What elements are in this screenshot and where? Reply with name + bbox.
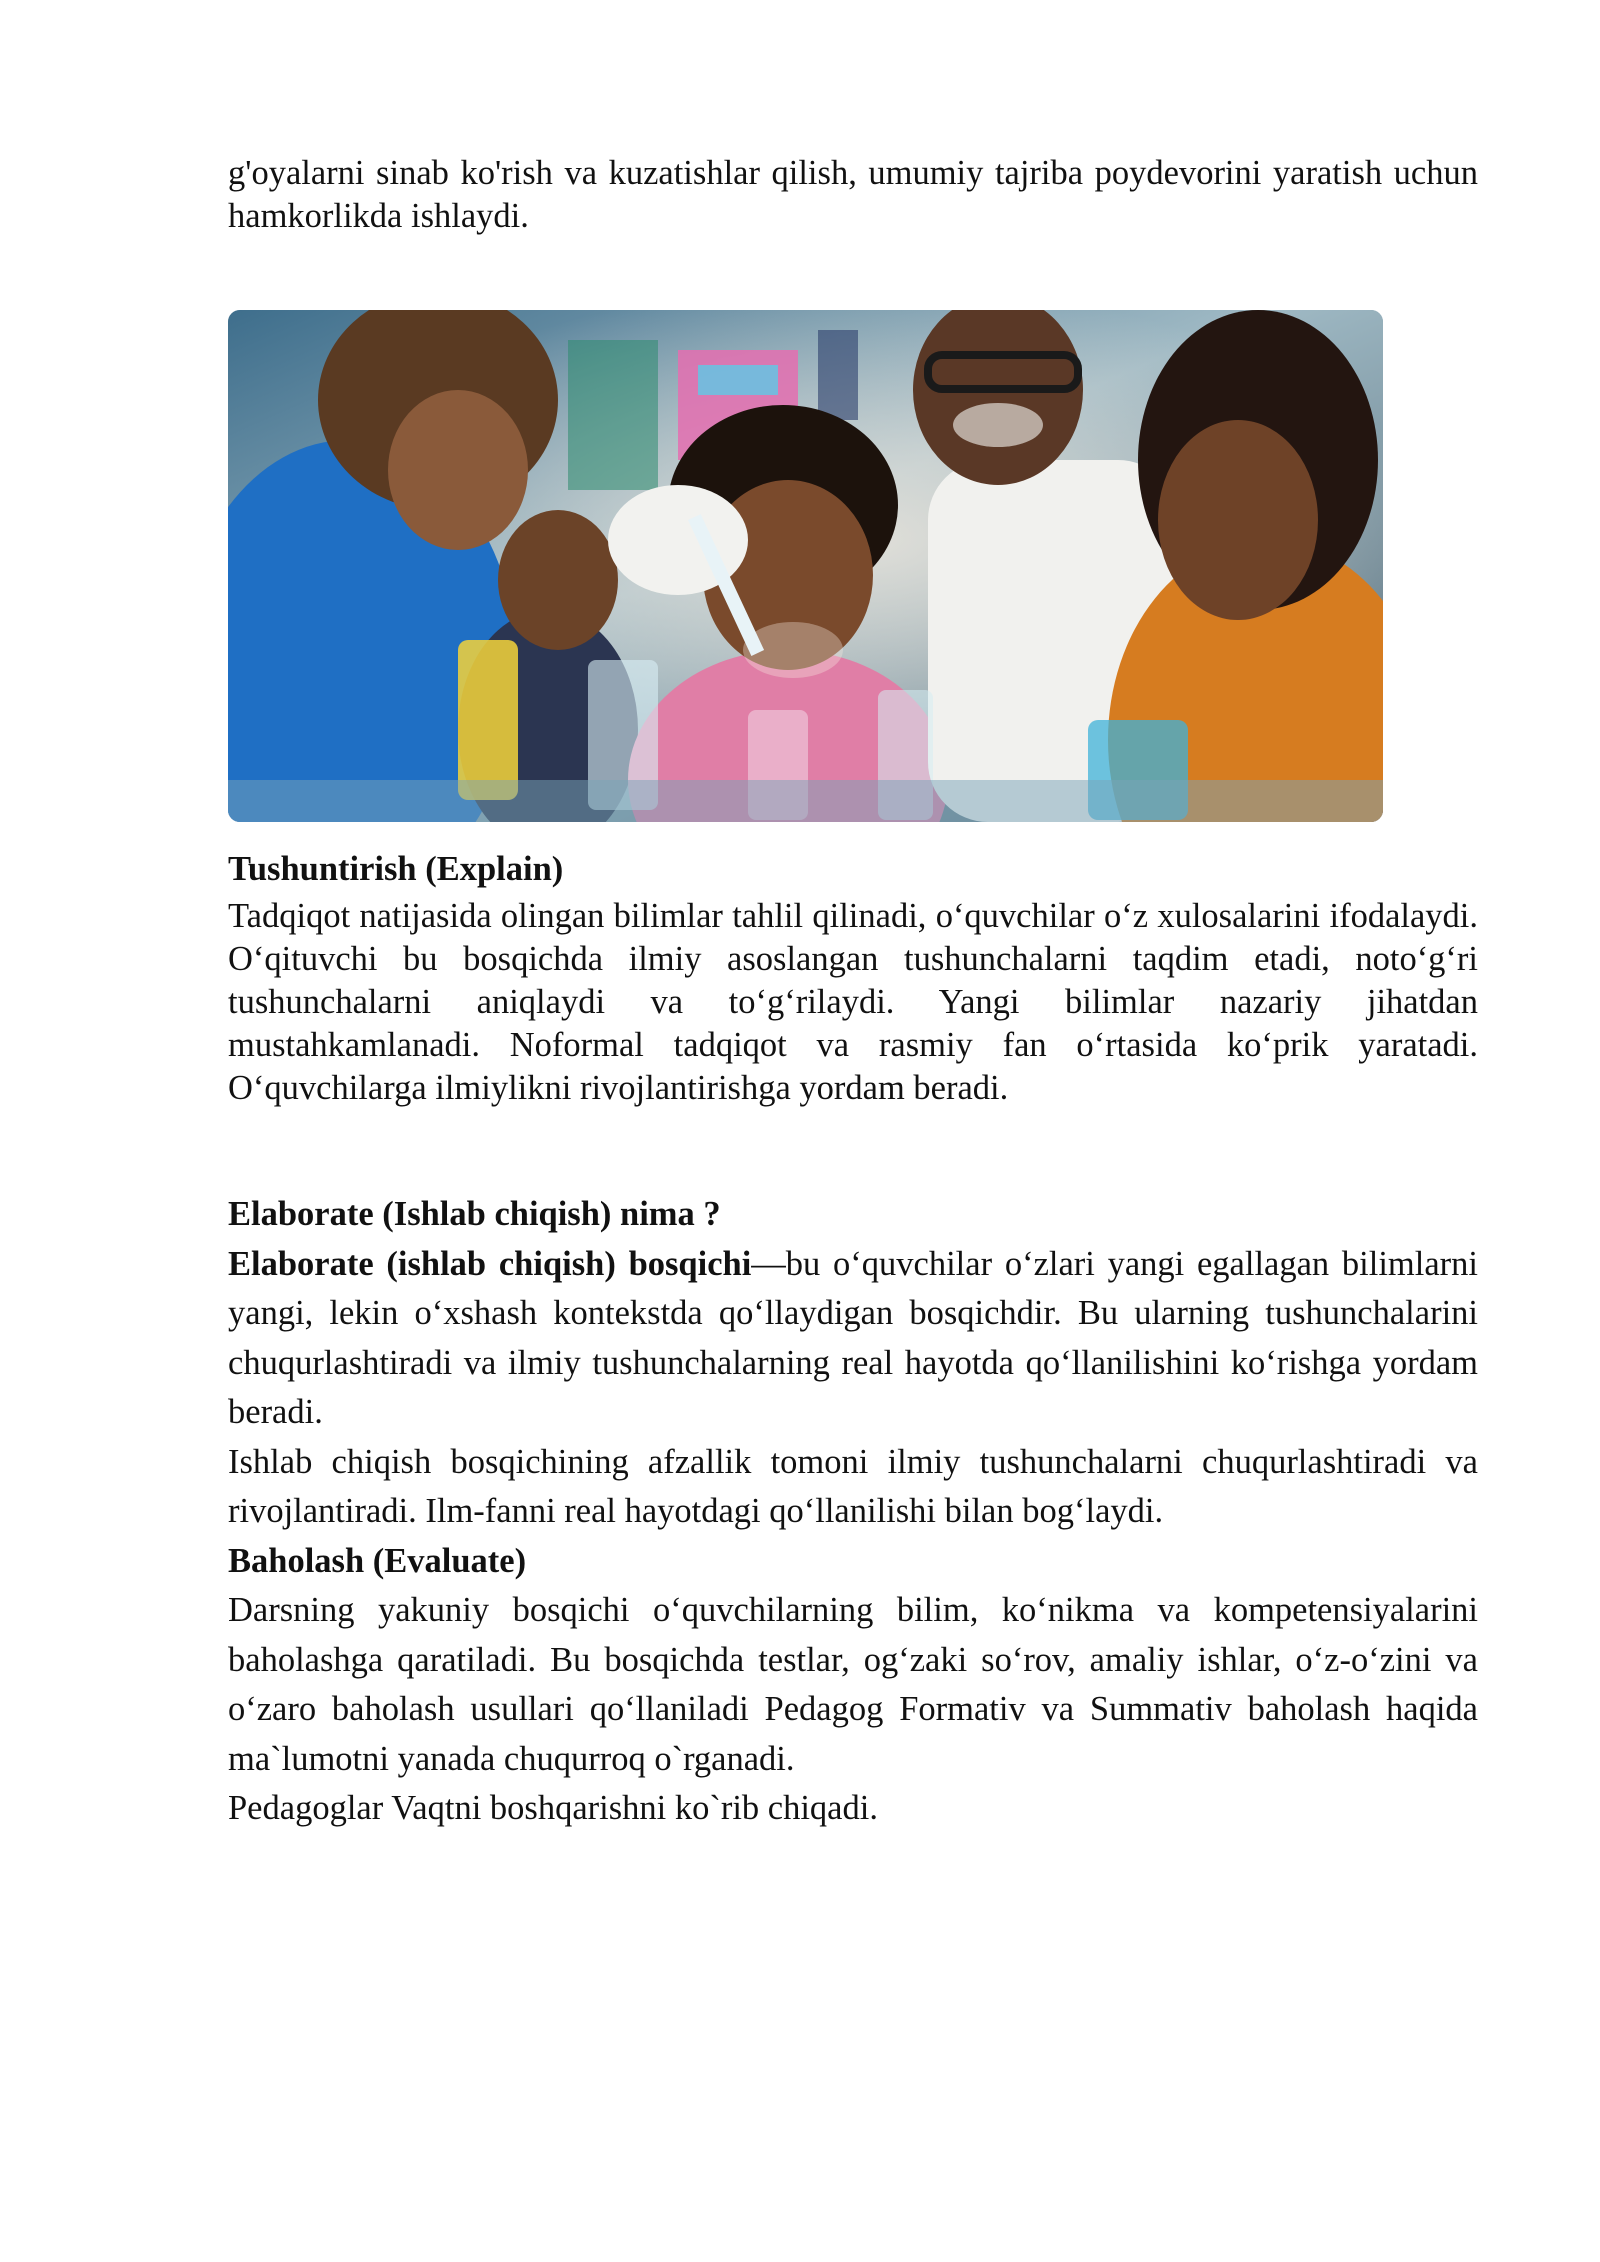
elaborate-heading: Elaborate (Ishlab chiqish) nima ? [228, 1195, 721, 1233]
evaluate-paragraph: Darsning yakuniy bosqichi o‘quvchilarning bilim, ko‘nikma va kompetensiyalarini baholashga qaratiladi. Bu bosqichda testlar, og‘zaki so‘rov, amaliy ishlar, o‘z-o‘zini va o‘zaro baholash usullari qo‘llaniladi Pedagog Formativ va Summativ baholash haqida ma`lumotni yanada chuqurroq o`rganadi. [228, 1591, 1478, 1778]
intro-paragraph: g'oyalarni sinab ko'rish va kuzatishlar qilish, umumiy tajriba poydevorini yaratish uchun hamkorlikda ishlaydi. [228, 154, 1478, 235]
photo-illustration-icon [228, 310, 1383, 822]
elaborate-evaluate-section [228, 1190, 1478, 1834]
explain-paragraph: Tadqiqot natijasida olingan bilimlar tahlil qilinadi, o‘quvchilar o‘z xulosalarini ifodalaydi. O‘qituvchi bu bosqichda ilmiy asoslangan tushunchalarni taqdim etadi, noto‘g‘ri tushunchalarni aniqlaydi va to‘g‘rilaydi. Yangi bilimlar nazariy jihatdan mustahkamlanadi. Noformal tadqiqot va rasmiy fan o‘rtasida ko‘prik yaratadi. O‘quvchilarga ilmiylikni rivojlantirishga yordam beradi. [228, 897, 1478, 1107]
elaborate-definition: —bu o‘quvchilar o‘zlari yangi egallagan bilimlarni yangi, lekin o‘xshash kontekstda qo‘llaydigan bosqichdir. Bu ularning tushunchalarini chuqurlashtiradi va ilmiy tushunchalarning real hayotda qo‘llanilishini ko‘rishga yordam beradi. [228, 1244, 1478, 1431]
explain-section [228, 848, 1478, 1110]
explain-heading: Tushuntirish (Explain) [228, 850, 564, 888]
elaborate-advantage-paragraph: Ishlab chiqish bosqichining afzallik tomoni ilmiy tushunchalarni chuqurlashtiradi va rivojlantiradi. Ilm-fanni real hayotdagi qo‘llanilishi bilan bog‘laydi. [228, 1442, 1478, 1530]
evaluate-note: Pedagoglar Vaqtni boshqarishni ko`rib chiqadi. [228, 1789, 878, 1827]
elaborate-definition-paragraph [228, 1240, 1478, 1438]
evaluate-heading: Baholash (Evaluate) [228, 1541, 527, 1580]
elaborate-term: Elaborate (ishlab chiqish) bosqichi [228, 1244, 752, 1283]
classroom-science-photo [228, 310, 1383, 822]
